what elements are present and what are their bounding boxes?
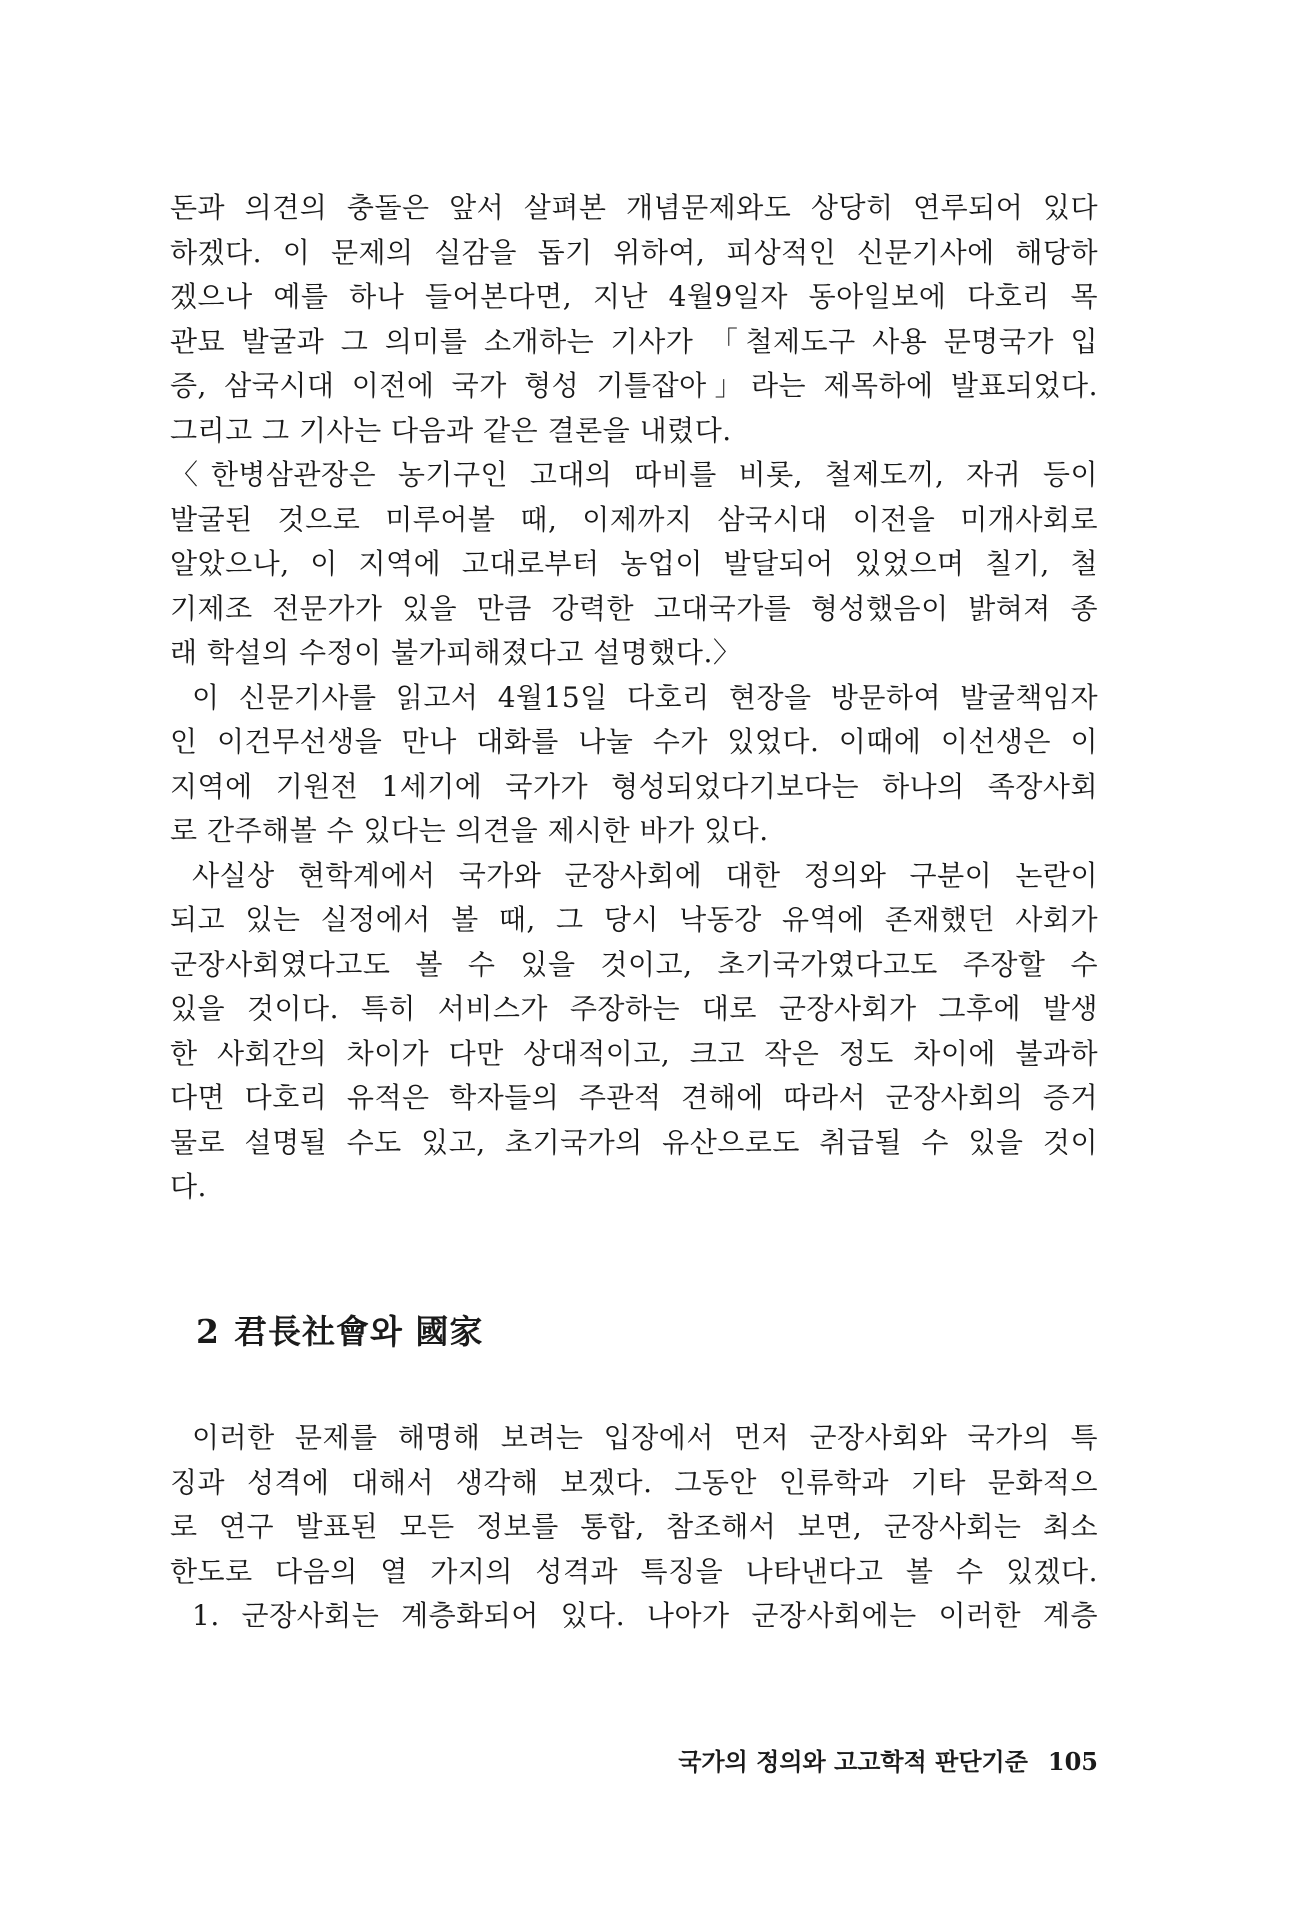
section-number: 2 [196,1312,220,1351]
text-line: 군장사회였다고도 볼 수 있을 것이고, 초기국가였다고도 주장할 수 [170,947,1098,981]
text-line: 물로 설명될 수도 있고, 초기국가의 유산으로도 취급될 수 있을 것이 [170,1125,1098,1159]
text-line: 한도로 다음의 열 가지의 성격과 특징을 나타낸다고 볼 수 있겠다. [170,1554,1098,1588]
text-line: 로 연구 발표된 모든 정보를 통합, 참조해서 보면, 군장사회는 최소 [170,1510,1098,1543]
page-number: 105 [1047,1747,1098,1776]
text-line: 로 간주해볼 수 있다는 의견을 제시한 바가 있다. [170,814,769,847]
page-footer [630,1742,1098,1777]
text-line: 1. 군장사회는 계층화되어 있다. 나아가 군장사회에는 이러한 계층 [192,1599,1098,1632]
body-text-lower [170,1416,1098,1639]
quote-line: 래 학설의 수정이 불가피해졌다고 설명했다.〉 [170,636,742,669]
section-heading [196,1306,483,1353]
text-line: 겠으나 예를 하나 들어본다면, 지난 4월9일자 동아일보에 다호리 목 [170,280,1098,313]
text-line: 증, 삼국시대 이전에 국가 형성 기틀잡아」라는 제목하에 발표되었다. [170,369,1098,402]
text-line: 그리고 그 기사는 다음과 같은 결론을 내렸다. [170,413,732,447]
section-title: 君長社會와 國家 [233,1312,484,1351]
text-line: 한 사회간의 차이가 다만 상대적이고, 크고 작은 정도 차이에 불과하 [170,1036,1098,1070]
text-line: 이 신문기사를 읽고서 4월15일 다호리 현장을 방문하여 발굴책임자 [192,680,1098,714]
quote-line: 알았으나, 이 지역에 고대로부터 농업이 발달되어 있었으며 칠기, 철 [170,547,1098,580]
quote-line: 발굴된 것으로 미루어볼 때, 이제까지 삼국시대 이전을 미개사회로 [170,502,1098,536]
text-line: 징과 성격에 대해서 생각해 보겠다. 그동안 인류학과 기타 문화적으 [170,1465,1098,1499]
quote-line: 기제조 전문가가 있을 만큼 강력한 고대국가를 형성했음이 밝혀져 종 [170,591,1098,625]
text-line: 하겠다. 이 문제의 실감을 돕기 위하여, 피상적인 신문기사에 해당하 [170,235,1098,269]
running-title: 국가의 정의와 고고학적 판단기준 [678,1747,1028,1776]
text-line: 돈과 의견의 충돌은 앞서 살펴본 개념문제와도 상당히 연루되어 있다 [170,191,1098,224]
body-text-upper [170,186,1098,1210]
text-line: 지역에 기원전 1세기에 국가가 형성되었다기보다는 하나의 족장사회 [170,769,1098,803]
text-line: 다. [170,1170,207,1203]
text-line: 사실상 현학계에서 국가와 군장사회에 대한 정의와 구분이 논란이 [192,858,1098,892]
text-line: 다면 다호리 유적은 학자들의 주관적 견해에 따라서 군장사회의 증거 [170,1081,1098,1114]
text-line: 관묘 발굴과 그 의미를 소개하는 기사가 「철제도구 사용 문명국가 입 [170,324,1098,358]
text-line: 있을 것이다. 특히 서비스가 주장하는 대로 군장사회가 그후에 발생 [170,992,1098,1025]
text-line: 인 이건무선생을 만나 대화를 나눌 수가 있었다. 이때에 이선생은 이 [170,725,1098,758]
text-line: 되고 있는 실정에서 볼 때, 그 당시 낙동강 유역에 존재했던 사회가 [170,903,1098,936]
text-line: 이러한 문제를 해명해 보려는 입장에서 먼저 군장사회와 국가의 특 [192,1421,1098,1454]
quote-line: 〈한병삼관장은 농기구인 고대의 따비를 비롯, 철제도끼, 자귀 등이 [170,458,1098,491]
